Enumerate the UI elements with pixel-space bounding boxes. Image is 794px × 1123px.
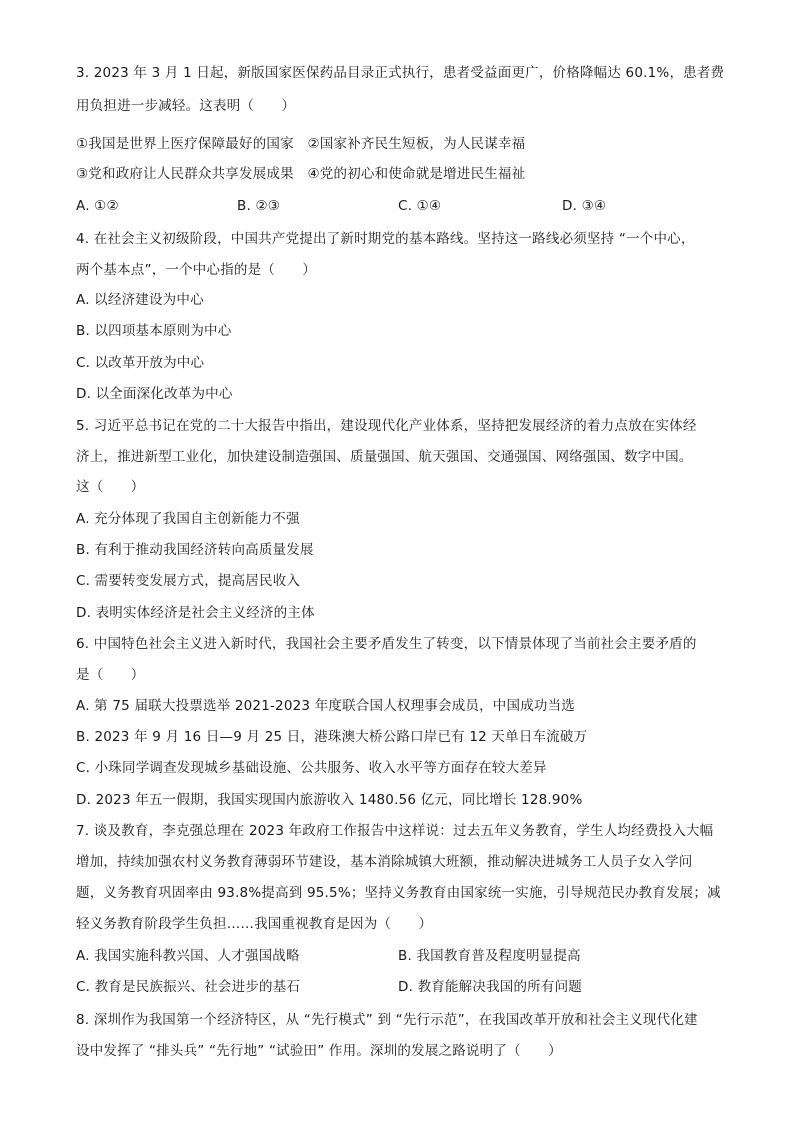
q6-option-a[interactable]: A. 第 75 届联大投票选举 2021-2023 年度联合国人权理事会成员，中国成功当选 xyxy=(76,698,576,714)
q5-stem-line-1: 5. 习近平总书记在党的二十大报告中指出，建设现代化产业体系，坚持把发展经济的着力点放在实体经 xyxy=(76,418,697,434)
q5-option-c[interactable]: C. 需要转变发展方式，提高居民收入 xyxy=(76,573,301,589)
q3-option-a[interactable]: A. ①② xyxy=(76,198,119,214)
q3-stem-line-1: 3. 2023 年 3 月 1 日起，新版国家医保药品目录正式执行，患者受益面更广，价格降幅达 60.1%，患者费 xyxy=(76,65,725,81)
q8-stem-line-1: 8. 深圳作为我国第一个经济特区，从 “先行模式” 到 “先行示范”，在我国改革开放和社会主义现代化建 xyxy=(76,1012,698,1028)
q7-option-d[interactable]: D. 教育能解决我国的所有问题 xyxy=(398,979,582,995)
q3-option-d[interactable]: D. ③④ xyxy=(562,198,607,214)
q7-option-b[interactable]: B. 我国教育普及程度明显提高 xyxy=(398,948,581,964)
q4-option-b[interactable]: B. 以四项基本原则为中心 xyxy=(76,323,232,339)
q4-option-c[interactable]: C. 以改革开放为中心 xyxy=(76,355,205,371)
q7-stem-line-1: 7. 谈及教育，李克强总理在 2023 年政府工作报告中这样说：过去五年义务教育，学生人均经费投入大幅 xyxy=(76,823,714,839)
q6-option-c[interactable]: C. 小珠同学调查发现城乡基础设施、公共服务、收入水平等方面存在较大差异 xyxy=(76,760,547,776)
q3-stem-line-2: 用负担进一步减轻。这表明（ ） xyxy=(76,98,296,114)
q7-stem-line-2: 增加，持续加强农村义务教育薄弱环节建设，基本消除城镇大班额，推动解决进城务工人员子女入学问 xyxy=(76,854,693,870)
q5-option-b[interactable]: B. 有利于推动我国经济转向高质量发展 xyxy=(76,542,314,558)
q6-option-b[interactable]: B. 2023 年 9 月 16 日—9 月 25 日，港珠澳大桥公路口岸已有 12 天单日车流破万 xyxy=(76,729,588,745)
q3-option-b[interactable]: B. ②③ xyxy=(237,198,281,214)
q6-stem-line-2: 是（ ） xyxy=(76,667,145,683)
q4-option-d[interactable]: D. 以全面深化改革为中心 xyxy=(76,386,233,402)
q4-stem-line-1: 4. 在社会主义初级阶段，中国共产党提出了新时期党的基本路线。坚持这一路线必须坚持 “一个中心， xyxy=(76,231,695,247)
q7-option-a[interactable]: A. 我国实施科教兴国、人才强国战略 xyxy=(76,948,300,964)
q5-stem-line-3: 这（ ） xyxy=(76,479,145,495)
q7-stem-line-3: 题，义务教育巩固率由 93.8%提高到 95.5%；坚持义务教育由国家统一实施，引导规范民办教育发展；减 xyxy=(76,885,721,901)
q5-option-a[interactable]: A. 充分体现了我国自主创新能力不强 xyxy=(76,511,300,527)
q3-statement-2: ③党和政府让人民群众共享发展成果 ④党的初心和使命就是增进民生福祉 xyxy=(76,166,526,182)
q5-option-d[interactable]: D. 表明实体经济是社会主义经济的主体 xyxy=(76,605,315,621)
q3-option-c[interactable]: C. ①④ xyxy=(398,198,442,214)
q7-stem-line-4: 轻义务教育阶段学生负担……我国重视教育是因为（ ） xyxy=(76,916,433,932)
q4-option-a[interactable]: A. 以经济建设为中心 xyxy=(76,292,204,308)
q6-option-d[interactable]: D. 2023 年五一假期，我国实现国内旅游收入 1480.56 亿元，同比增长 128.90% xyxy=(76,792,583,808)
q8-stem-line-2: 设中发挥了 “排头兵” “先行地” “试验田” 作用。深圳的发展之路说明了（ ） xyxy=(76,1043,562,1059)
q3-statement-1: ①我国是世界上医疗保障最好的国家 ②国家补齐民生短板，为人民谋幸福 xyxy=(76,136,526,152)
q4-stem-line-2: 两个基本点”，一个中心指的是（ ） xyxy=(76,262,317,278)
q6-stem-line-1: 6. 中国特色社会主义进入新时代，我国社会主要矛盾发生了转变，以下情景体现了当前社会主要矛盾的 xyxy=(76,636,697,652)
q5-stem-line-2: 济上，推进新型工业化，加快建设制造强国、质量强国、航天强国、交通强国、网络强国、数字中国。 xyxy=(76,449,693,465)
q7-option-c[interactable]: C. 教育是民族振兴、社会进步的基石 xyxy=(76,979,301,995)
